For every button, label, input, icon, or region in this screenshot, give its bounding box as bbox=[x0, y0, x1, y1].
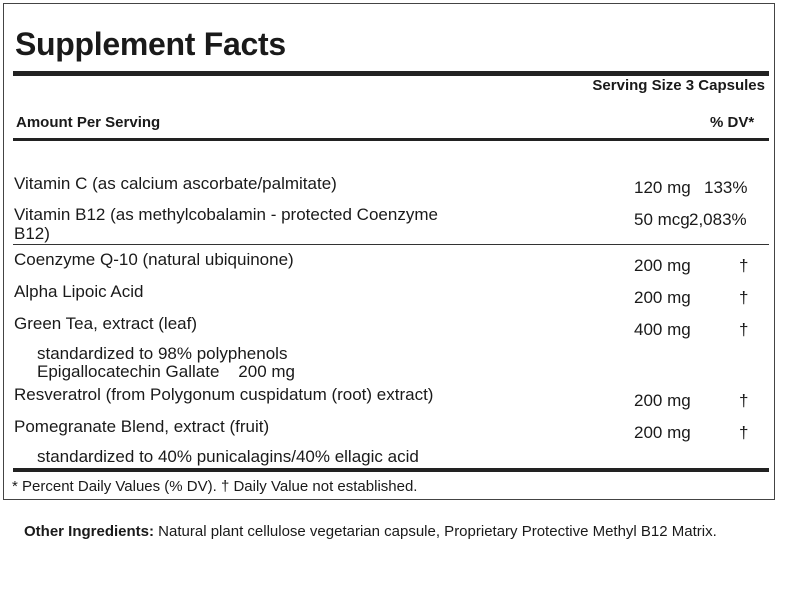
sub-ingredient-line1: standardized to 98% polyphenols bbox=[37, 344, 288, 363]
dagger-mark: † bbox=[739, 256, 749, 275]
dagger-mark: † bbox=[739, 320, 749, 339]
dagger-mark: † bbox=[739, 423, 749, 442]
ingredient-name: Coenzyme Q-10 (natural ubiquinone) bbox=[14, 250, 294, 269]
serving-size: Serving Size 3 Capsules bbox=[592, 77, 765, 94]
ingredient-name: Green Tea, extract (leaf) bbox=[14, 314, 197, 333]
bottom-divider bbox=[13, 468, 769, 472]
ingredient-name: Pomegranate Blend, extract (fruit) bbox=[14, 417, 270, 436]
dagger-mark: † bbox=[739, 391, 749, 410]
supplement-facts-panel bbox=[3, 3, 775, 500]
ingredient-amount: 400 mg bbox=[634, 320, 691, 339]
footnote: * Percent Daily Values (% DV). † Daily Value not established. bbox=[12, 478, 418, 495]
ingredient-amount: 200 mg bbox=[634, 288, 691, 307]
other-ingredients-label: Other Ingredients: bbox=[24, 523, 155, 540]
ingredient-dv: 133% bbox=[704, 178, 748, 197]
row-divider bbox=[13, 244, 769, 245]
other-ingredients bbox=[24, 518, 764, 545]
ingredient-name-line1: Vitamin B12 (as methylcobalamin - protected Coenzyme bbox=[14, 205, 438, 224]
sub-ingredient-line2: Epigallocatechin Gallate 200 mg bbox=[37, 362, 295, 381]
ingredient-amount: 200 mg bbox=[634, 391, 691, 410]
title-divider bbox=[13, 71, 769, 76]
ingredient-name: Vitamin C (as calcium ascorbate/palmitate) bbox=[14, 174, 337, 193]
sub-ingredient: standardized to 40% punicalagins/40% ellagic acid bbox=[37, 447, 419, 466]
ingredient-name: Alpha Lipoic Acid bbox=[14, 282, 144, 301]
ingredient-amount: 120 mg bbox=[634, 178, 691, 197]
ingredient-name-line2: B12) bbox=[14, 224, 50, 243]
dagger-mark: † bbox=[739, 288, 749, 307]
panel-title: Supplement Facts bbox=[15, 26, 286, 62]
other-ingredients-text: Natural plant cellulose vegetarian capsule, Proprietary Protective Methyl B12 Matrix. bbox=[154, 523, 717, 540]
dv-header: % DV* bbox=[710, 114, 755, 131]
ingredient-amount: 50 mcg bbox=[634, 210, 690, 229]
ingredient-name: Resveratrol (from Polygonum cuspidatum (root) extract) bbox=[14, 385, 434, 404]
header-divider bbox=[13, 138, 769, 141]
ingredient-dv: 2,083% bbox=[689, 210, 747, 229]
ingredient-amount: 200 mg bbox=[634, 256, 691, 275]
amount-per-serving-header: Amount Per Serving bbox=[16, 114, 161, 131]
ingredient-amount: 200 mg bbox=[634, 423, 691, 442]
